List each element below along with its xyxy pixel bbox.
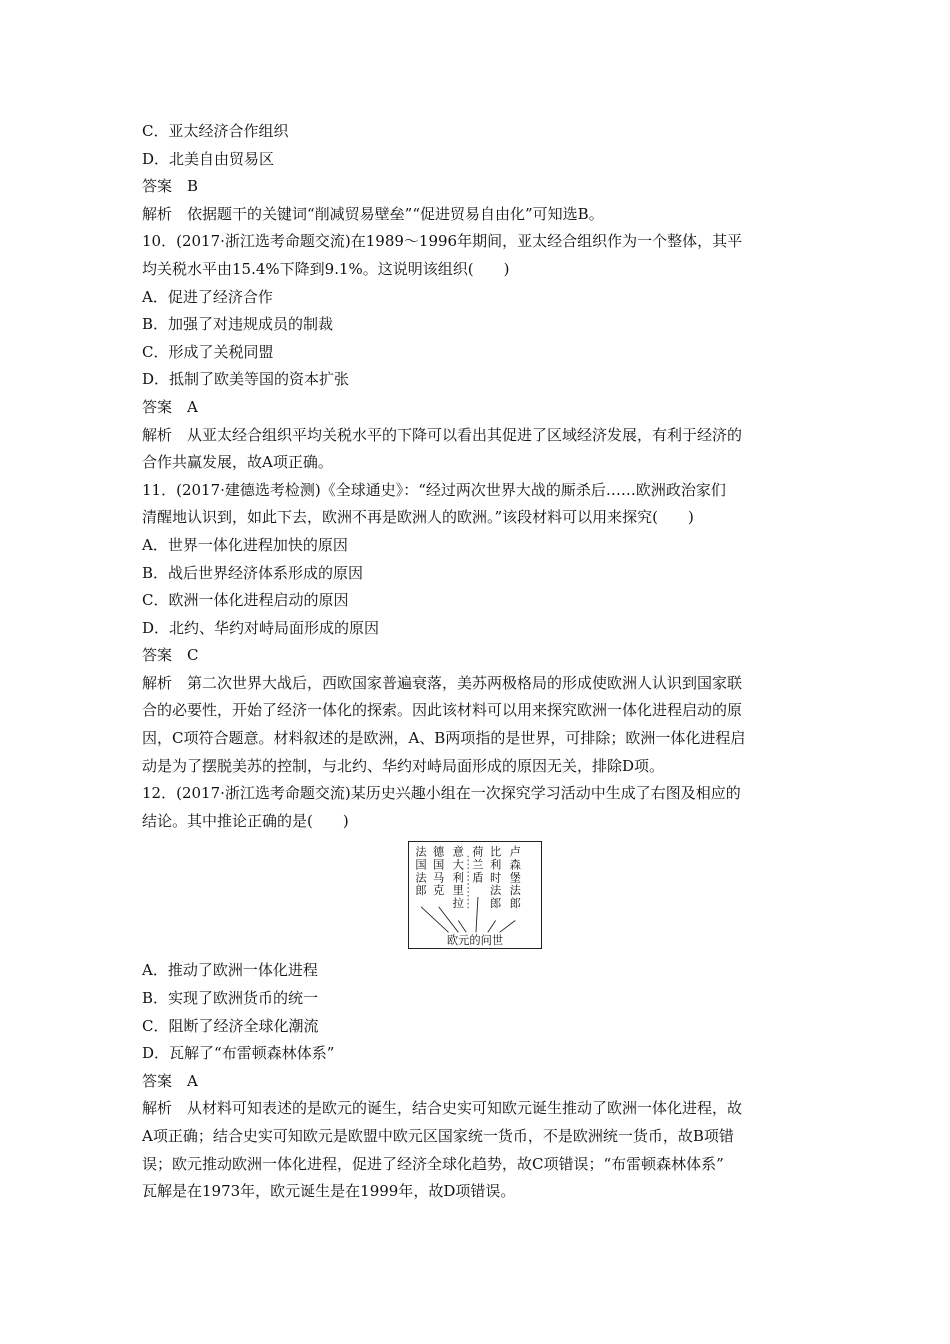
- text-block-bottom: [142, 957, 812, 1205]
- question-10-cont: 均关税水平由15.4%下降到9.1%。这说明该组织( ): [142, 259, 510, 278]
- option-b: B．实现了欧洲货币的统一: [142, 989, 319, 1008]
- analysis-cont: 瓦解是在1973年，欧元诞生是在1999年，故D项错误。: [142, 1182, 516, 1201]
- analysis-cont: 合作共赢发展，故A项正确。: [142, 453, 333, 472]
- option-c: C．欧洲一体化进程启动的原因: [142, 591, 349, 610]
- currency-label: 比利时法郎: [489, 846, 502, 911]
- document-page: [142, 118, 812, 1206]
- figure-caption: 欧元的问世: [446, 934, 504, 948]
- analysis-cont: 动是为了摆脱美苏的控制，与北约、华约对峙局面形成的原因无关，排除D项。: [142, 756, 665, 775]
- analysis-cont: A项正确；结合史实可知欧元是欧盟中欧元区国家统一货币，不是欧洲统一货币，故B项错: [142, 1127, 734, 1145]
- option-b: B．战后世界经济体系形成的原因: [142, 563, 364, 582]
- option-c: C．形成了关税同盟: [142, 342, 274, 361]
- option-d: D．抵制了欧美等国的资本扩张: [142, 370, 350, 389]
- answer: 答案 B: [142, 177, 199, 196]
- option-a: A．促进了经济合作: [142, 287, 273, 306]
- analysis: 解析 依据题干的关键词“削减贸易壁垒”“促进贸易自由化”可知选B。: [142, 204, 604, 223]
- option-a: A．世界一体化进程加快的原因: [142, 535, 348, 554]
- answer: 答案 A: [142, 397, 198, 416]
- currency-label: 德国马克: [433, 846, 445, 898]
- option-a: A．推动了欧洲一体化进程: [142, 961, 318, 980]
- option-d: D．瓦解了“布雷顿森林体系”: [142, 1044, 335, 1063]
- answer: 答案 C: [142, 646, 199, 665]
- question-11: 11．(2017·建德选考检测)《全球通史》：“经过两次世界大战的厮杀后……欧洲政治家们: [142, 480, 726, 499]
- analysis-cont: 因，C项符合题意。材料叙述的是欧洲，A、B两项指的是世界，可排除；欧洲一体化进程启: [142, 729, 746, 748]
- option-c: C．亚太经济合作组织: [142, 122, 289, 140]
- option-c: C．阻断了经济全球化潮流: [142, 1016, 319, 1035]
- option-d: D．北美自由贸易区: [142, 149, 275, 168]
- question-10: 10．(2017·浙江选考命题交流)在1989～1996年期间，亚太经合组织作为一个整体，其平: [142, 232, 743, 251]
- analysis-cont: 误；欧元推动欧洲一体化进程，促进了经济全球化趋势，故C项错误；“布雷顿森林体系”: [142, 1154, 724, 1173]
- euro-figure: [408, 841, 542, 949]
- answer: 答案 A: [142, 1071, 198, 1090]
- analysis-cont: 合的必要性，开始了经济一体化的探索。因此该材料可以用来探究欧洲一体化进程启动的原: [142, 701, 743, 720]
- currency-label: 卢森堡法郎: [509, 846, 521, 911]
- analysis: 解析 从材料可知表述的是欧元的诞生，结合史实可知欧元诞生推动了欧洲一体化进程，故: [142, 1099, 743, 1118]
- question-12-cont: 结论。其中推论正确的是( ): [142, 811, 349, 830]
- currency-label: 法国法郎: [415, 846, 427, 898]
- option-d: D．北约、华约对峙局面形成的原因: [142, 618, 380, 637]
- analysis: 解析 从亚太经合组织平均关税水平的下降可以看出其促进了区域经济发展，有利于经济的: [142, 425, 743, 444]
- question-11-cont: 清醒地认识到，如此下去，欧洲不再是欧洲人的欧洲。”该段材料可以用来探究( ): [142, 508, 694, 527]
- euro-figure-svg: [409, 842, 541, 948]
- question-12: 12．(2017·浙江选考命题交流)某历史兴趣小组在一次探究学习活动中生成了右图及相应的: [142, 784, 741, 803]
- currency-label: 意大利里拉: [452, 846, 464, 911]
- analysis: 解析 第二次世界大战后，西欧国家普遍衰落，美苏两极格局的形成使欧洲人认识到国家联: [142, 673, 743, 692]
- option-b: B．加强了对违规成员的制裁: [142, 315, 334, 334]
- text-block-top: [142, 118, 812, 835]
- currency-label: 荷兰盾: [472, 846, 484, 885]
- figure-container: [142, 841, 812, 953]
